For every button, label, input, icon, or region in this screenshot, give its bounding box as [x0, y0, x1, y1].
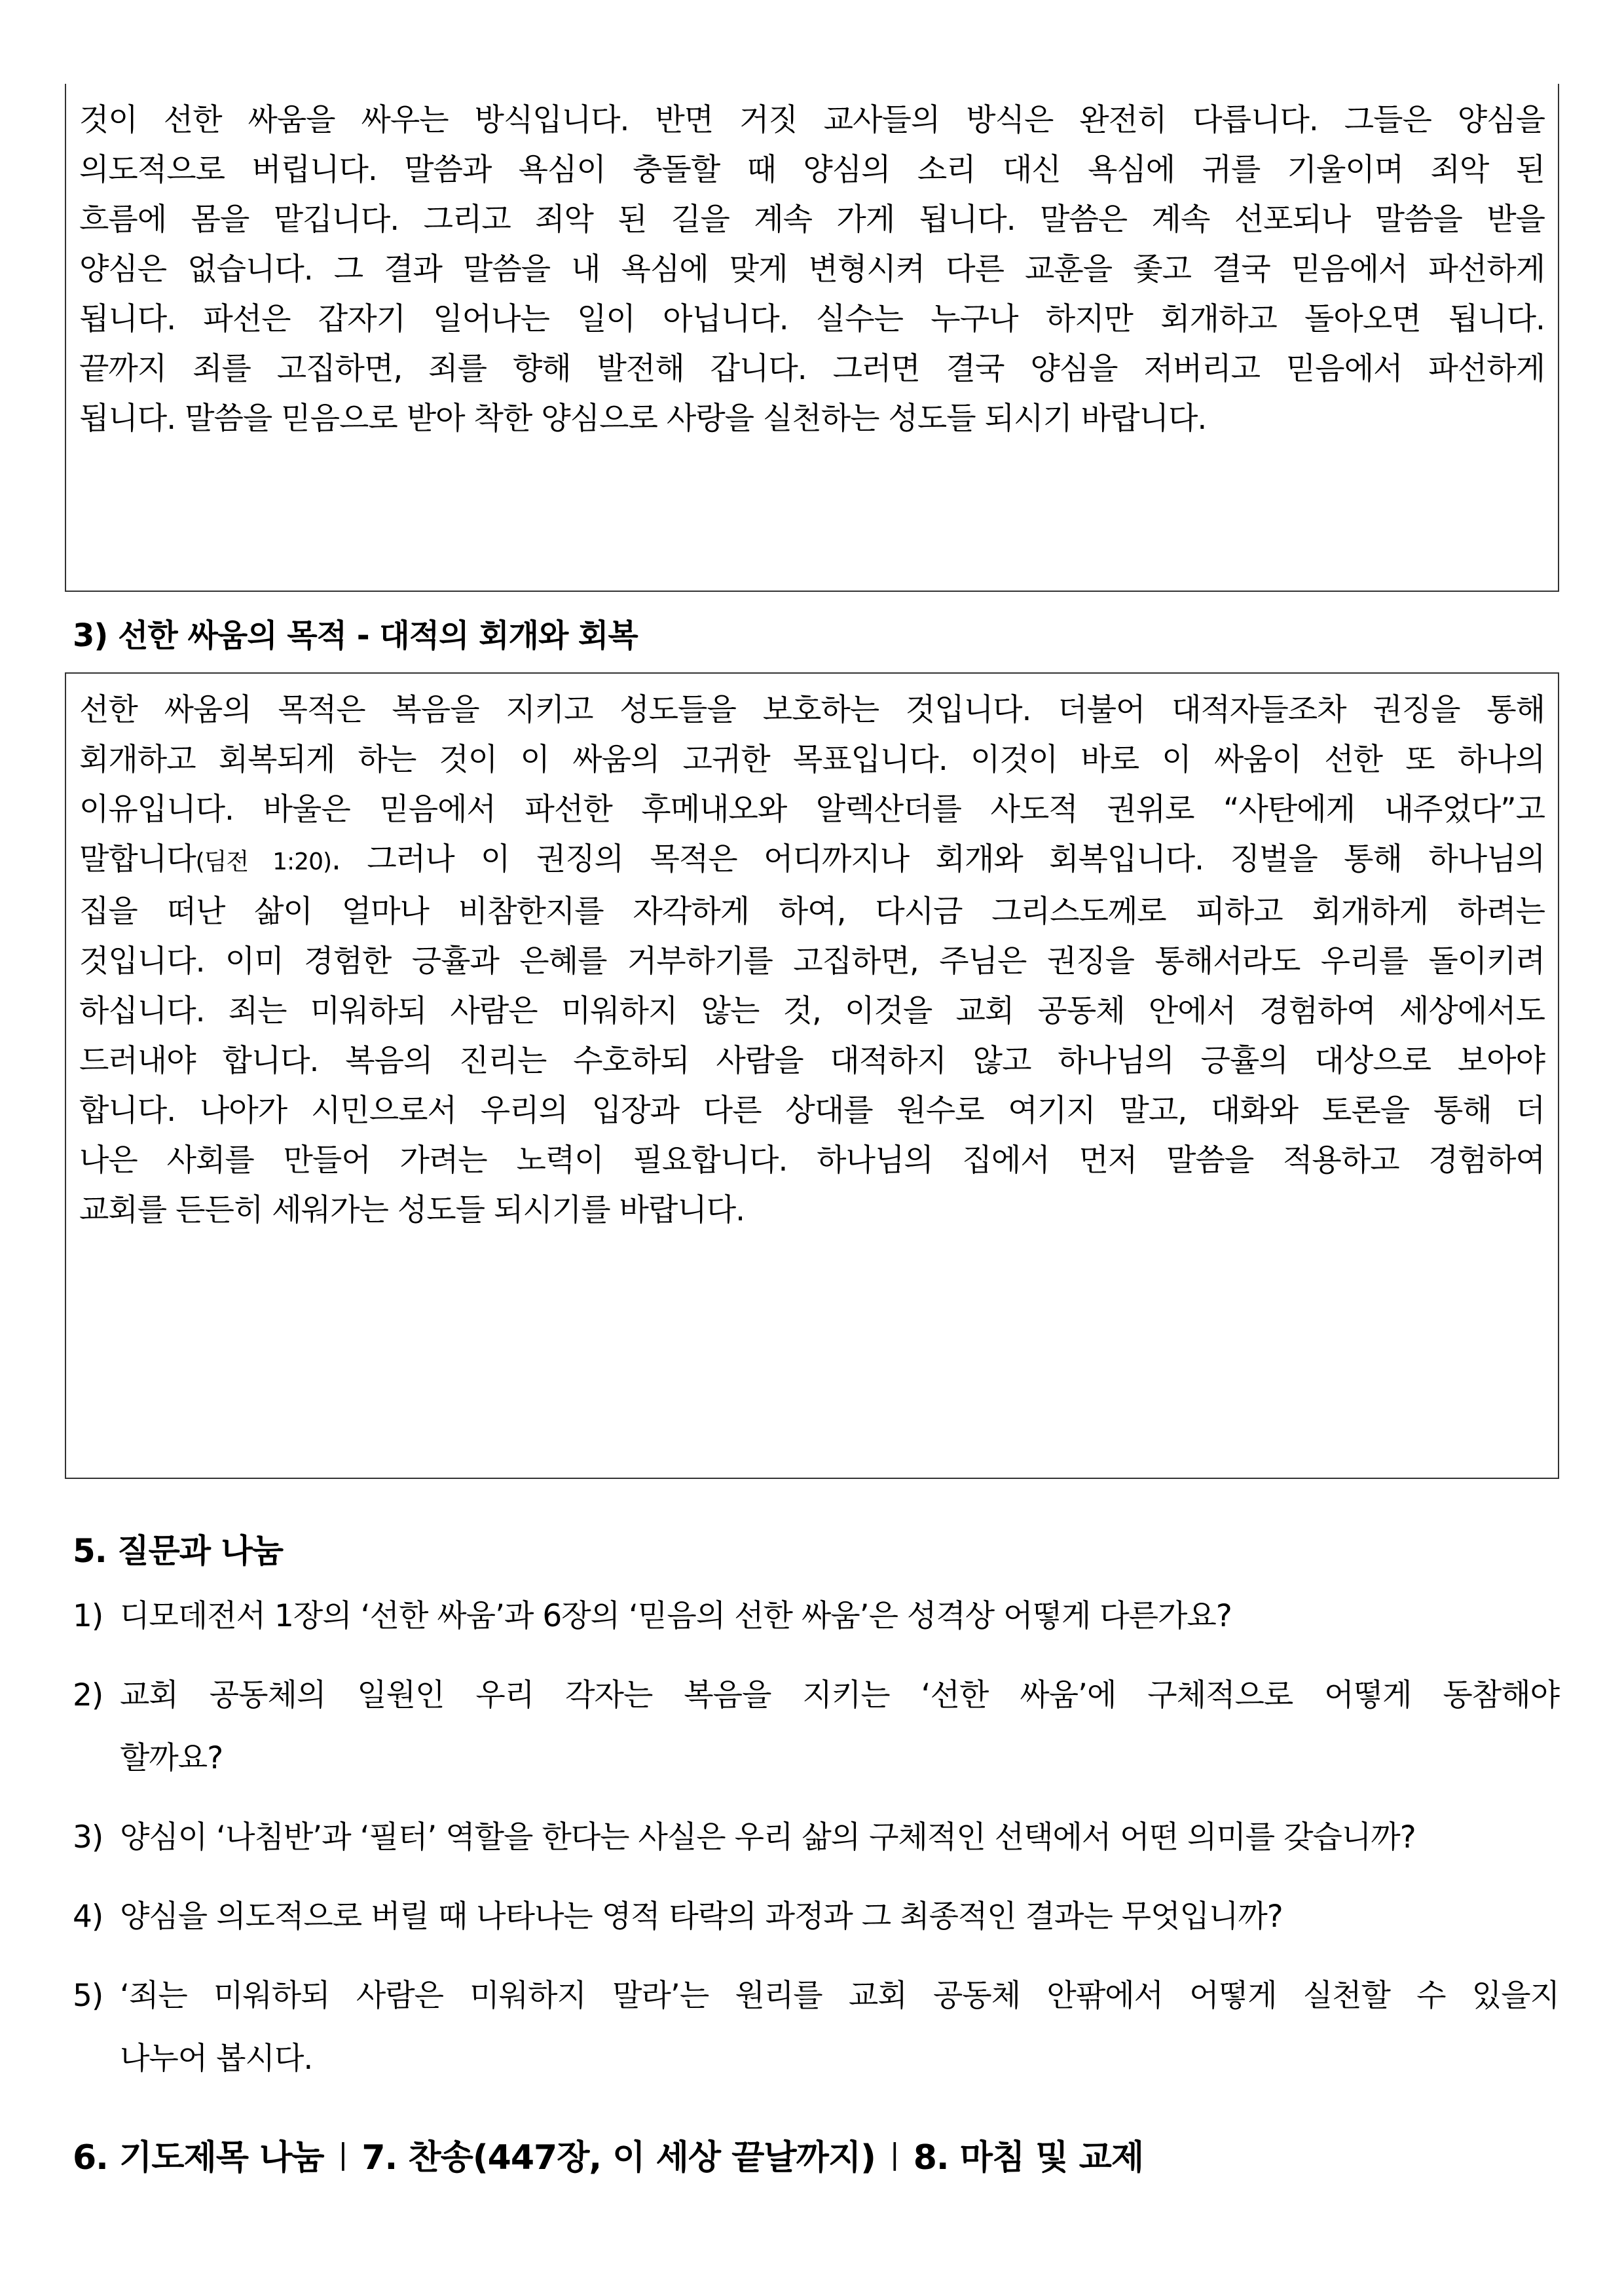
- question-item: [65, 1813, 1559, 1863]
- text-line: 됩니다. 파선은 갑자기 일어나는 일이 아닙니다. 실수는 누구나 하지만 회개하고 돌아오면 됩니다.: [79, 301, 1545, 337]
- closing-sections-line: [73, 2130, 1559, 2179]
- question-line: 양심을 의도적으로 버릴 때 나타나는 영적 타락의 과정과 그 최종적인 결과는 무엇입니까?: [120, 1899, 1283, 1935]
- continued-text-box: [65, 84, 1559, 592]
- text-line-with-reference: [79, 835, 1545, 887]
- text-line: 하십니다. 죄는 미워하되 사람은 미워하지 않는 것, 이것을 교회 공동체 안에서 경험하여 세상에서도: [79, 993, 1545, 1029]
- question-line: 디모데전서 1장의 ‘선한 싸움’과 6장의 ‘믿음의 선한 싸움’은 성격상 어떻게 다른가요?: [120, 1598, 1232, 1634]
- question-line: 양심이 ‘나침반’과 ‘필터’ 역할을 한다는 사실은 우리 삶의 구체적인 선택에서 어떤 의미를 갖습니까?: [120, 1819, 1416, 1855]
- text-line: 합니다. 나아가 시민으로서 우리의 입장과 다른 상대를 원수로 여기지 말고, 대화와 토론을 통해 더: [79, 1093, 1545, 1129]
- text-line: 집을 떠난 삶이 얼마나 비참한지를 자각하게 하여, 다시금 그리스도께로 피하고 회개하게 하려는: [79, 894, 1545, 930]
- question-text: [120, 1971, 1559, 2084]
- text-line: 끝까지 죄를 고집하면, 죄를 향해 발전해 갑니다. 그러면 결국 양심을 저버리고 믿음에서 파선하게: [79, 351, 1545, 387]
- question-number: 1): [73, 1598, 103, 1634]
- text-line: 교회를 든든히 세워가는 성도들 되시기를 바랍니다.: [79, 1192, 745, 1228]
- question-item: [65, 1892, 1559, 1942]
- separator: |: [338, 2138, 348, 2171]
- subsection-paragraph: [79, 685, 1545, 1235]
- text-line: 것입니다. 이미 경험한 긍휼과 은혜를 거부하기를 고집하면, 주님은 권징을 통해서라도 우리를 돌이키려: [79, 943, 1545, 979]
- section-6-prayer-sharing: 6. 기도제목 나눔: [73, 2138, 324, 2178]
- scripture-reference: (딤전 1:20): [195, 848, 332, 875]
- document-page: [65, 0, 1559, 2179]
- question-line: 할까요?: [120, 1740, 223, 1776]
- question-text: [120, 1592, 1559, 1641]
- question-line: 나누어 봅시다.: [120, 2041, 313, 2077]
- question-line: 교회 공동체의 일원인 우리 각자는 복음을 지키는 ‘선한 싸움’에 구체적으로 어떻게 동참해야: [120, 1677, 1559, 1713]
- section-8-closing: 8. 마침 및 교제: [913, 2138, 1144, 2178]
- text-line: 것이 선한 싸움을 싸우는 방식입니다. 반면 거짓 교사들의 방식은 완전히 다릅니다. 그들은 양심을: [79, 102, 1545, 138]
- text-segment: 말합니다: [79, 841, 196, 877]
- text-line: 의도적으로 버립니다. 말씀과 욕심이 충돌할 때 양심의 소리 대신 욕심에 귀를 기울이며 죄악 된: [79, 152, 1545, 188]
- separator: |: [889, 2138, 899, 2171]
- question-item: [65, 1971, 1559, 2084]
- text-line: 선한 싸움의 목적은 복음을 지키고 성도들을 보호하는 것입니다. 더불어 대적자들조차 권징을 통해: [79, 692, 1545, 728]
- subsection-heading: 3) 선한 싸움의 목적 - 대적의 회개와 회복: [73, 617, 638, 654]
- text-line: 드러내야 합니다. 복음의 진리는 수호하되 사람을 대적하지 않고 하나님의 긍휼의 대상으로 보아야: [79, 1043, 1545, 1079]
- question-list: [65, 1592, 1559, 2084]
- text-line: 회개하고 회복되게 하는 것이 이 싸움의 고귀한 목표입니다. 이것이 바로 이 싸움이 선한 또 하나의: [79, 742, 1545, 778]
- subsection-text-box: [65, 672, 1559, 1479]
- text-line: 이유입니다. 바울은 믿음에서 파선한 후메내오와 알렉산더를 사도적 권위로 “사탄에게 내주었다”고: [79, 792, 1545, 828]
- text-line: 나은 사회를 만들어 가려는 노력이 필요합니다. 하나님의 집에서 먼저 말씀을 적용하고 경험하여: [79, 1142, 1545, 1178]
- question-text: [120, 1813, 1559, 1863]
- question-item: [65, 1671, 1559, 1783]
- text-segment: . 그러나 이 권징의 목적은 어디까지나 회개와 회복입니다. 징벌을 통해 하나님의: [331, 841, 1545, 877]
- section-heading: 5. 질문과 나눔: [73, 1532, 284, 1570]
- continued-paragraph: [79, 96, 1545, 444]
- question-line: ‘죄는 미워하되 사람은 미워하지 말라’는 원리를 교회 공동체 안팎에서 어떻게 실천할 수 있을지: [120, 1978, 1559, 2014]
- question-text: [120, 1892, 1559, 1942]
- text-line: 양심은 없습니다. 그 결과 말씀을 내 욕심에 맞게 변형시켜 다른 교훈을 좇고 결국 믿음에서 파선하게: [79, 251, 1545, 287]
- text-line: 흐름에 몸을 맡깁니다. 그리고 죄악 된 길을 계속 가게 됩니다. 말씀은 계속 선포되나 말씀을 받을: [79, 202, 1545, 238]
- question-number: 5): [73, 1978, 103, 2014]
- question-number: 3): [73, 1819, 103, 1855]
- question-text: [120, 1671, 1559, 1783]
- question-number: 2): [73, 1677, 103, 1713]
- text-line: 됩니다. 말씀을 믿음으로 받아 착한 양심으로 사랑을 실천하는 성도들 되시기 바랍니다.: [79, 401, 1207, 437]
- question-item: [65, 1592, 1559, 1641]
- section-7-hymn: 7. 찬송(447장, 이 세상 끝날까지): [361, 2138, 876, 2178]
- question-number: 4): [73, 1899, 103, 1935]
